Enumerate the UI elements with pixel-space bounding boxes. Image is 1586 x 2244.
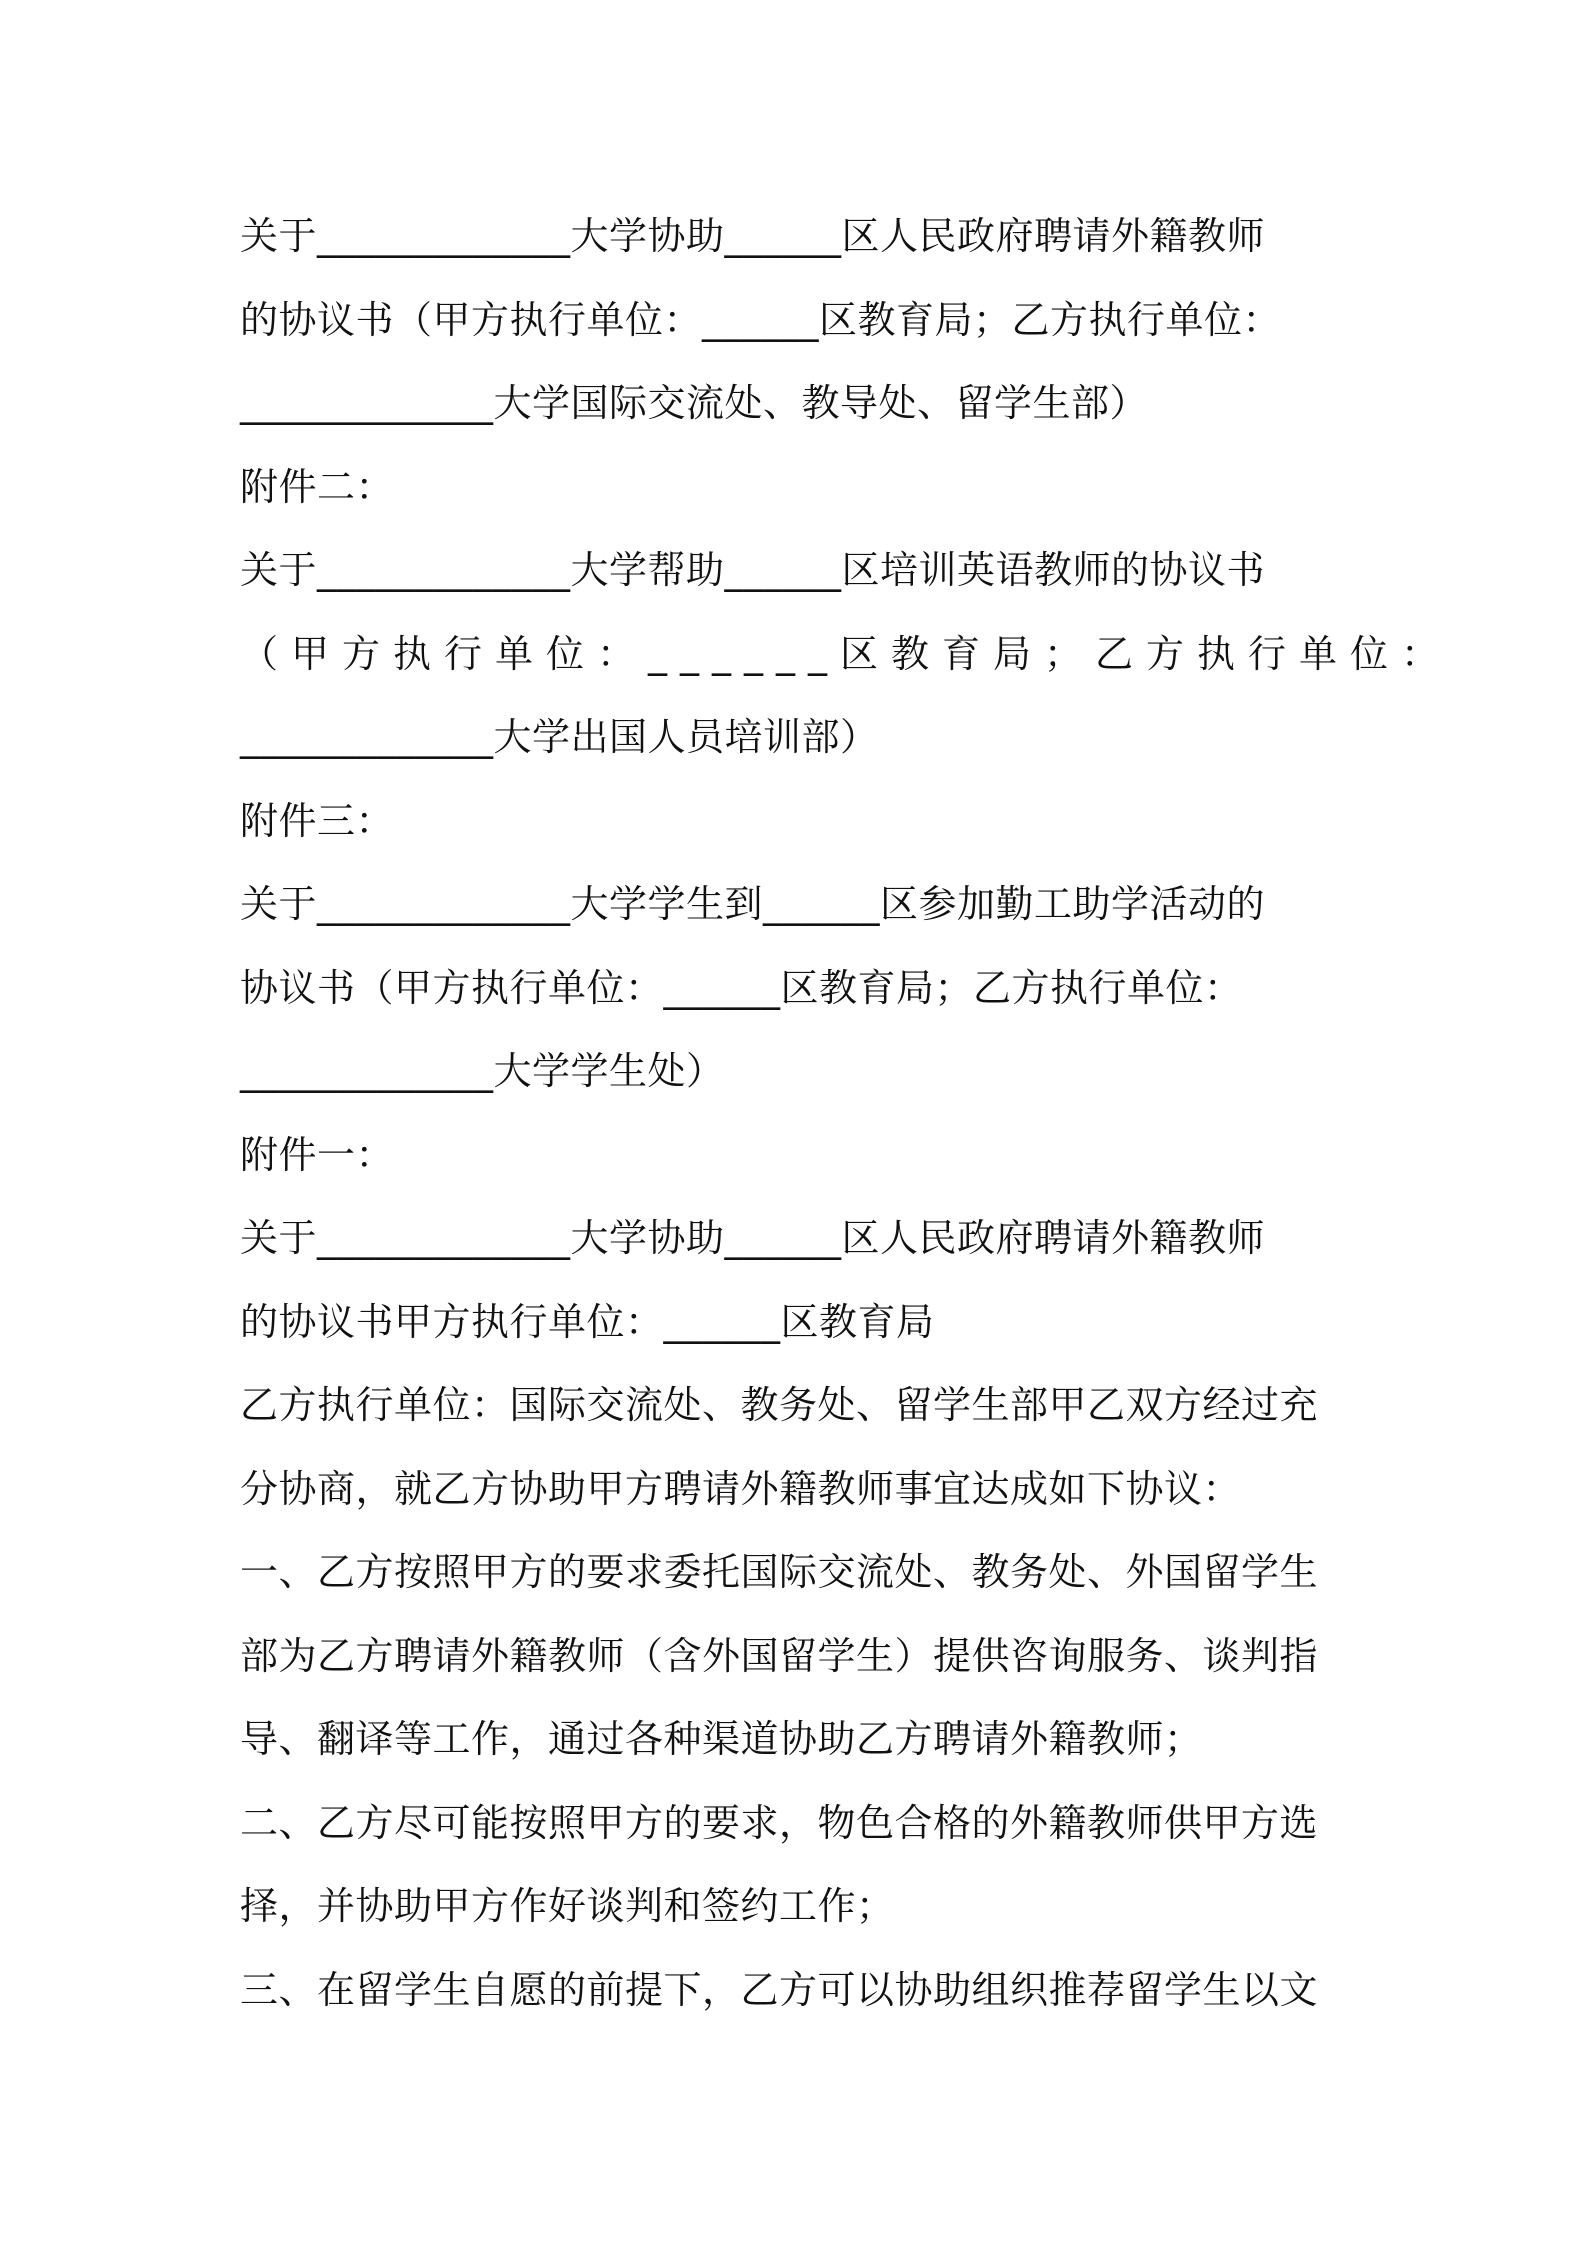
text-line: 三、在留学生自愿的前提下，乙方可以协助组织推荐留学生以文: [240, 1967, 1319, 2012]
text-line: 分协商，就乙方协助甲方聘请外籍教师事宜达成如下协议：: [240, 1466, 1242, 1511]
text-line: 关于_____________大学学生到______区参加勤工助学活动的: [240, 882, 1266, 926]
attachment-heading: 附件三：: [240, 798, 395, 843]
text-line: 乙方执行单位：国际交流处、教务处、留学生部甲乙双方经过充: [240, 1383, 1319, 1427]
text-line: 择，并协助甲方作好谈判和签约工作；: [240, 1884, 895, 1928]
text-line: （甲方执行单位：______区教育局；乙方执行单位：: [240, 631, 1453, 676]
text-line: 关于_____________大学帮助______区培训英语教师的协议书: [240, 548, 1266, 592]
document-body: [240, 195, 1453, 2032]
text-line: _____________大学出国人员培训部）: [240, 715, 879, 759]
attachment-heading: 附件二：: [240, 464, 395, 509]
attachment-heading: 附件一：: [240, 1132, 395, 1177]
text-line: 关于_____________大学协助______区人民政府聘请外籍教师: [240, 214, 1266, 258]
text-line: 的协议书甲方执行单位：______区教育局: [240, 1299, 935, 1344]
text-line: 部为乙方聘请外籍教师（含外国留学生）提供咨询服务、谈判指: [240, 1633, 1319, 1678]
text-line: 一、乙方按照甲方的要求委托国际交流处、教务处、外国留学生: [240, 1550, 1319, 1594]
text-line: 关于_____________大学协助______区人民政府聘请外籍教师: [240, 1216, 1266, 1260]
text-line: 二、乙方尽可能按照甲方的要求，物色合格的外籍教师供甲方选: [240, 1800, 1319, 1845]
text-line: 导、翻译等工作，通过各种渠道协助乙方聘请外籍教师；: [240, 1717, 1203, 1761]
text-line: _____________大学学生处）: [240, 1049, 725, 1093]
text-line: 的协议书（甲方执行单位：______区教育局；乙方执行单位：: [240, 297, 1282, 342]
text-line: 协议书（甲方执行单位：______区教育局；乙方执行单位：: [240, 965, 1243, 1010]
text-line: _____________大学国际交流处、教导处、留学生部）: [240, 381, 1149, 425]
